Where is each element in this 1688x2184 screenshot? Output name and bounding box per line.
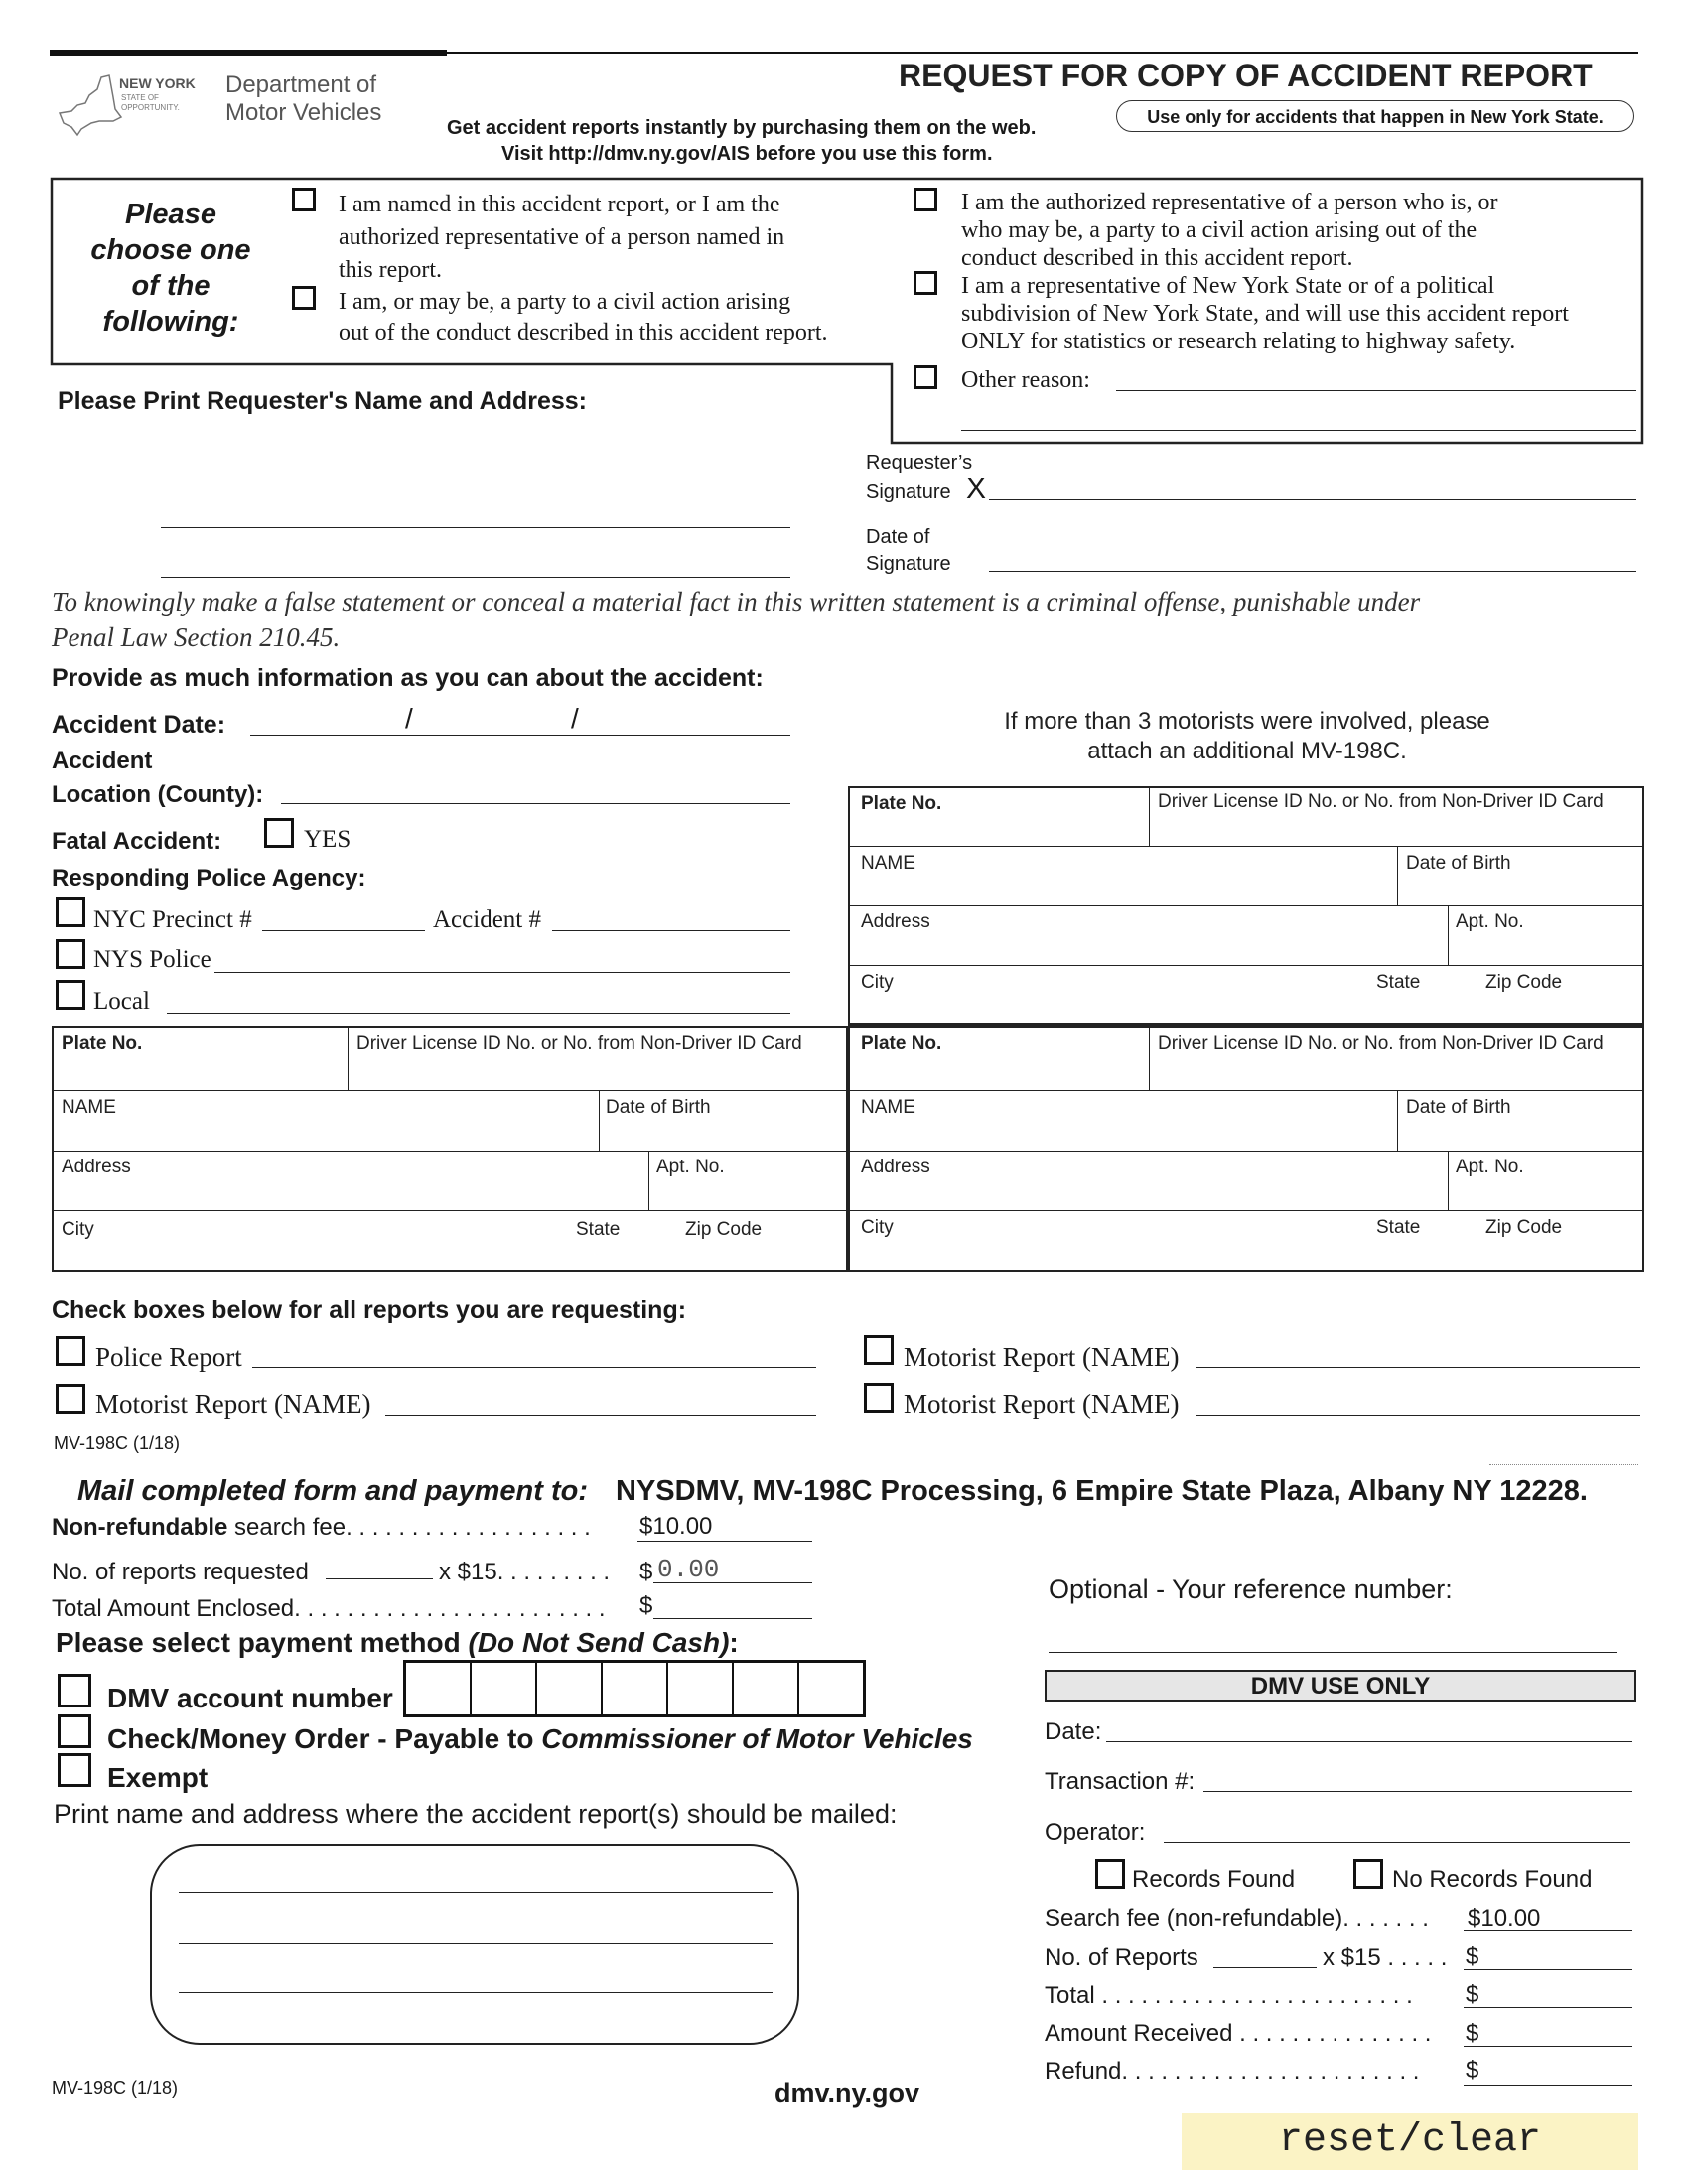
address-label: Address [861, 911, 930, 932]
logo-opportunity: OPPORTUNITY. [121, 103, 180, 112]
payment-heading-normal: Please select payment method [56, 1627, 469, 1658]
state-label: State [576, 1219, 621, 1240]
name-label: NAME [861, 1097, 915, 1118]
false-statement-warning [52, 584, 1420, 655]
account-digit-cell[interactable] [734, 1663, 799, 1714]
fatal-accident-label: Fatal Accident: [52, 828, 222, 855]
option-text-line: I am the authorized representative of a person who is, or [961, 190, 1498, 215]
option-text-line: I am a representative of New York State or of a political [961, 273, 1495, 299]
exempt-checkbox[interactable] [58, 1753, 91, 1787]
dot-leader: . . . . . [1380, 1944, 1448, 1971]
option-text-line: ONLY for statistics or research relating to highway safety. [961, 329, 1516, 354]
accident-heading: Provide as much information as you can about the accident: [52, 664, 764, 692]
fatal-yes-checkbox[interactable] [264, 818, 294, 848]
dmv-search-fee-text: Search fee (non-refundable) [1045, 1905, 1343, 1932]
dot-leader: . . . . . . . [1342, 1905, 1429, 1932]
dob-label: Date of Birth [606, 1097, 711, 1118]
check-lead: Check/Money Order - Payable to [107, 1723, 542, 1754]
license-label: Driver License ID No. or No. from Non-Driver ID Card [1158, 791, 1604, 812]
name-label: NAME [62, 1097, 116, 1118]
exempt-label: Exempt [107, 1762, 209, 1793]
payment-heading-colon: : [729, 1627, 739, 1658]
mailing-address-label: Print name and address where the accident report(s) should be mailed: [54, 1799, 898, 1829]
dmv-account-checkbox[interactable] [58, 1674, 91, 1707]
choose-heading [62, 197, 280, 340]
account-digit-cell[interactable] [668, 1663, 734, 1714]
motorist-report-2-checkbox[interactable] [864, 1335, 894, 1365]
motorist-report-3-field[interactable] [1196, 1415, 1640, 1416]
motorist-2-rule-b [52, 1151, 848, 1152]
dmv-reports-amount-field[interactable] [1464, 1969, 1632, 1970]
logo-new-york: NEW YORK [119, 75, 196, 91]
other-reason-field-2[interactable] [961, 430, 1636, 431]
zip-label: Zip Code [685, 1219, 763, 1240]
other-reason-field[interactable] [1116, 390, 1636, 391]
plate-label: Plate No. [861, 1033, 942, 1054]
option-text-line: this report. [339, 257, 442, 283]
dmv-amount-received-label [1045, 2020, 1431, 2048]
zip-label: Zip Code [1485, 972, 1563, 993]
motorist-1-rule-c [848, 965, 1644, 966]
location-county-field[interactable] [281, 803, 790, 804]
state-label: State [1376, 972, 1421, 993]
dept-line-2: Motor Vehicles [225, 99, 382, 126]
transaction-label: Transaction #: [1045, 1768, 1196, 1795]
operator-field[interactable] [1164, 1842, 1630, 1843]
account-digit-cell[interactable] [406, 1663, 472, 1714]
account-digit-cell[interactable] [603, 1663, 668, 1714]
check-money-order-checkbox[interactable] [58, 1714, 91, 1748]
dmv-amount-received-field[interactable] [1464, 2046, 1632, 2047]
address-label: Address [62, 1157, 131, 1177]
dot-leader: . . . . . . . . . . . . . . . . . . . . . . . . [1094, 1982, 1413, 2009]
motorist-1-rule-a [848, 846, 1644, 847]
search-fee-line [637, 1541, 812, 1542]
motorist-3-rule-c [848, 1210, 1644, 1211]
dmv-amount-text: Amount Received [1045, 2020, 1233, 2047]
signature-label-1: Requester’s [866, 452, 973, 474]
motorist-2-vrule-apt [648, 1151, 649, 1210]
state-label: State [1376, 1217, 1421, 1238]
accident-number-field[interactable] [552, 930, 790, 931]
motorist-3-rule-b [848, 1151, 1644, 1152]
mailing-address-line-1[interactable] [179, 1892, 773, 1893]
no-records-found-label: No Records Found [1392, 1866, 1593, 1893]
dmv-no-reports-label: No. of Reports [1045, 1944, 1198, 1971]
search-fee-label [52, 1514, 591, 1542]
dmv-x15-text: x $15 [1323, 1944, 1381, 1971]
requester-address-line-2[interactable] [161, 577, 790, 578]
search-fee-rest: search fee [227, 1514, 347, 1541]
motorist-2-vrule-plate [348, 1026, 349, 1090]
signature-field[interactable] [989, 499, 1636, 500]
motorist-1-rule-b [848, 905, 1644, 906]
dotted-separator [1489, 1464, 1638, 1465]
reports-dollar: $ [639, 1559, 653, 1585]
dot-leader: . . . . . . . . . . . . . . . . . . . [346, 1514, 591, 1541]
accident-number-label: Accident # [433, 906, 541, 933]
named-in-report-checkbox[interactable] [292, 188, 316, 211]
motorist-row-divider [848, 1024, 1644, 1027]
web-line-2: Visit http://dmv.ny.gov/AIS before you use this form. [501, 143, 993, 165]
dmv-refund-dollar: $ [1466, 2057, 1479, 2084]
motorist-3-vrule-dob [1397, 1090, 1398, 1151]
reference-number-field[interactable] [1049, 1652, 1617, 1653]
police-report-field[interactable] [252, 1367, 816, 1368]
check-payee: Commissioner of Motor Vehicles [541, 1723, 973, 1754]
operator-label: Operator: [1045, 1819, 1146, 1845]
dot-leader: . . . . . . . . . . . . . . . . . . . . . . . [1121, 2058, 1420, 2085]
dmv-refund-label [1045, 2058, 1419, 2086]
choose-heading-line: Please [125, 199, 216, 230]
note-line: If more than 3 motorists were involved, please [1004, 708, 1490, 735]
option-text-line: I am, or may be, a party to a civil action arising [339, 289, 791, 315]
motorist-1-vrule-dob [1397, 846, 1398, 905]
date-of-signature-label-1: Date of [866, 526, 930, 548]
motorist-column-divider [846, 1026, 850, 1272]
requester-address-line-1[interactable] [161, 527, 790, 528]
reset-clear-button[interactable]: reset/clear [1182, 2113, 1638, 2170]
mail-address: NYSDMV, MV-198C Processing, 6 Empire State Plaza, Albany NY 12228. [616, 1475, 1588, 1507]
motorist-3-vrule-apt [1448, 1151, 1449, 1210]
search-fee-bold: Non-refundable [52, 1514, 228, 1541]
dmv-account-label: DMV account number [107, 1683, 393, 1713]
records-found-label: Records Found [1132, 1866, 1296, 1893]
account-digit-cell[interactable] [799, 1663, 863, 1714]
requester-heading: Please Print Requester's Name and Address: [58, 387, 587, 415]
nyc-precinct-field[interactable] [262, 930, 425, 931]
apt-label: Apt. No. [1456, 1157, 1524, 1177]
website-footer: dmv.ny.gov [774, 2078, 920, 2108]
motorist-report-3-checkbox[interactable] [864, 1383, 894, 1413]
total-label-text: Total Amount Enclosed [52, 1595, 295, 1622]
nys-police-checkbox[interactable] [56, 939, 85, 969]
form-id-footer: MV-198C (1/18) [52, 2078, 179, 2098]
police-report-checkbox[interactable] [56, 1336, 85, 1366]
name-label: NAME [861, 853, 915, 874]
dmv-total-label [1045, 1982, 1413, 2010]
motorist-2-rule-a [52, 1090, 848, 1091]
motorist-report-2-label: Motorist Report (NAME) [904, 1342, 1180, 1372]
note-line: attach an additional MV-198C. [1087, 738, 1407, 764]
apt-label: Apt. No. [656, 1157, 725, 1177]
authorized-rep-text [961, 189, 1497, 272]
date-slash-2: / [571, 703, 579, 734]
mailing-address-line-2[interactable] [179, 1943, 773, 1944]
police-report-label: Police Report [95, 1342, 242, 1372]
dept-line-1: Department of [225, 71, 377, 98]
dmv-use-only-header: DMV USE ONLY [1045, 1670, 1636, 1702]
dmv-refund-text: Refund [1045, 2058, 1122, 2085]
dmv-total-dollar: $ [1466, 1981, 1479, 2008]
payment-heading [56, 1627, 739, 1659]
civil-party-checkbox[interactable] [292, 286, 316, 310]
dmv-no-reports-field[interactable] [1213, 1967, 1317, 1968]
dmv-search-fee-value: $10.00 [1468, 1905, 1541, 1932]
search-fee-value: $10.00 [639, 1513, 713, 1540]
total-dollar: $ [639, 1592, 653, 1619]
payment-heading-italic: (Do Not Send Cash) [468, 1627, 730, 1658]
form-id-mid: MV-198C (1/18) [54, 1433, 181, 1453]
dob-label: Date of Birth [1406, 1097, 1511, 1118]
dmv-account-number-field[interactable] [403, 1660, 866, 1717]
motorist-1-vrule-plate [1149, 786, 1150, 846]
option-text-line: who may be, a party to a civil action arising out of the [961, 217, 1477, 243]
additional-motorist-note [894, 707, 1601, 766]
location-label-1: Accident [52, 748, 153, 774]
civil-party-text [339, 287, 828, 348]
nys-police-label: NYS Police [93, 946, 211, 973]
other-reason-label: Other reason: [961, 367, 1090, 393]
dmv-amount-dollar: $ [1466, 2020, 1479, 2047]
dob-label: Date of Birth [1406, 853, 1511, 874]
dot-leader: . . . . . . . . . [496, 1559, 611, 1585]
location-label-2: Location (County): [52, 781, 264, 808]
mailing-address-box[interactable] [150, 1844, 799, 2045]
dmv-date-field[interactable] [1106, 1741, 1632, 1742]
signature-x: X [966, 473, 987, 505]
zip-label: Zip Code [1485, 1217, 1563, 1238]
option-text-line: I am named in this accident report, or I am the [339, 192, 780, 217]
plate-label: Plate No. [861, 793, 942, 814]
option-text-line: conduct described in this accident report. [961, 245, 1353, 271]
account-digit-cell[interactable] [472, 1663, 537, 1714]
date-slash-1: / [405, 703, 413, 734]
state-rep-checkbox[interactable] [914, 271, 937, 295]
check-money-order-label [107, 1723, 973, 1755]
city-label: City [62, 1219, 94, 1240]
local-police-checkbox[interactable] [56, 980, 85, 1010]
reports-requested-count-field[interactable] [326, 1578, 433, 1579]
motorist-3-rule-a [848, 1090, 1644, 1091]
reports-heading: Check boxes below for all reports you are requesting: [52, 1297, 687, 1324]
nys-police-field[interactable] [214, 972, 790, 973]
address-label: Address [861, 1157, 930, 1177]
other-reason-checkbox[interactable] [914, 365, 937, 389]
transaction-field[interactable] [1203, 1791, 1632, 1792]
license-label: Driver License ID No. or No. from Non-Driver ID Card [356, 1033, 802, 1054]
motorist-2-vrule-dob [599, 1090, 600, 1151]
dmv-refund-field[interactable] [1464, 2085, 1632, 2086]
warning-line: Penal Law Section 210.45. [52, 622, 341, 652]
date-of-signature-label-2: Signature [866, 553, 951, 575]
plate-label: Plate No. [62, 1033, 143, 1054]
license-label: Driver License ID No. or No. from Non-Driver ID Card [1158, 1033, 1604, 1054]
mail-lead: Mail completed form and payment to: [77, 1475, 588, 1507]
motorist-3-vrule-plate [1149, 1026, 1150, 1090]
total-amount-field[interactable] [653, 1618, 812, 1619]
fatal-yes-label: YES [304, 826, 352, 853]
nyc-precinct-checkbox[interactable] [56, 897, 85, 927]
motorist-report-1-field[interactable] [385, 1415, 816, 1416]
dmv-search-fee-line [1464, 1930, 1632, 1931]
dmv-x15 [1323, 1944, 1447, 1972]
total-enclosed-label [52, 1595, 606, 1623]
option-text-line: authorized representative of a person named in [339, 224, 785, 250]
apt-label: Apt. No. [1456, 911, 1524, 932]
city-label: City [861, 972, 894, 993]
motorist-report-2-field[interactable] [1196, 1367, 1640, 1368]
dmv-total-field[interactable] [1464, 2007, 1632, 2008]
dmv-date-label: Date: [1045, 1718, 1102, 1745]
dmv-total-text: Total [1045, 1982, 1095, 2009]
dot-leader: . . . . . . . . . . . . . . . . . . . . . . . . [294, 1595, 606, 1622]
motorist-report-3-label: Motorist Report (NAME) [904, 1389, 1180, 1419]
logo-state-of: STATE OF [121, 93, 159, 102]
police-agency-label: Responding Police Agency: [52, 865, 366, 891]
local-police-field[interactable] [167, 1013, 790, 1014]
motorist-report-1-checkbox[interactable] [56, 1384, 85, 1414]
authorized-rep-checkbox[interactable] [914, 188, 937, 211]
no-records-found-checkbox[interactable] [1353, 1859, 1383, 1889]
accident-date-label: Accident Date: [52, 711, 226, 739]
dmv-reports-dollar: $ [1466, 1943, 1479, 1970]
choose-heading-line: following: [102, 306, 239, 338]
motorist-1-vrule-apt [1448, 905, 1449, 965]
nyc-precinct-label: NYC Precinct # [93, 906, 252, 933]
option-text-line: subdivision of New York State, and will use this accident report [961, 301, 1569, 327]
local-police-label: Local [93, 988, 150, 1015]
state-rep-text [961, 272, 1569, 355]
form-title: REQUEST FOR COPY OF ACCIDENT REPORT [899, 58, 1593, 93]
reference-number-label: Optional - Your reference number: [1049, 1574, 1453, 1604]
reports-x15 [439, 1559, 610, 1586]
choose-heading-line: of the [131, 270, 211, 302]
choose-heading-line: choose one [90, 234, 251, 266]
city-label: City [861, 1217, 894, 1238]
option-text-line: out of the conduct described in this accident report. [339, 320, 828, 345]
accident-date-field[interactable] [250, 735, 790, 736]
ny-only-badge: Use only for accidents that happen in New York State. [1116, 100, 1634, 132]
dmv-search-fee-label [1045, 1905, 1429, 1933]
reports-amount-value[interactable]: 0.00 [657, 1555, 720, 1584]
named-in-report-text [339, 189, 784, 287]
records-found-checkbox[interactable] [1095, 1859, 1125, 1889]
signature-label-2: Signature [866, 481, 951, 503]
reports-amount-line [653, 1582, 812, 1583]
mailing-address-line-3[interactable] [179, 1992, 773, 1993]
web-line-1: Get accident reports instantly by purchasing them on the web. [447, 117, 1037, 139]
warning-line: To knowingly make a false statement or conceal a material fact in this written statement is a criminal offense, punishable under [52, 587, 1421, 616]
motorist-report-1-label: Motorist Report (NAME) [95, 1389, 371, 1419]
date-of-signature-field[interactable] [989, 571, 1636, 572]
reports-requested-label: No. of reports requested [52, 1559, 309, 1585]
motorist-2-rule-c [52, 1210, 848, 1211]
account-digit-cell[interactable] [537, 1663, 603, 1714]
dot-leader: . . . . . . . . . . . . . . . [1232, 2020, 1432, 2047]
x15-text: x $15 [439, 1559, 497, 1585]
